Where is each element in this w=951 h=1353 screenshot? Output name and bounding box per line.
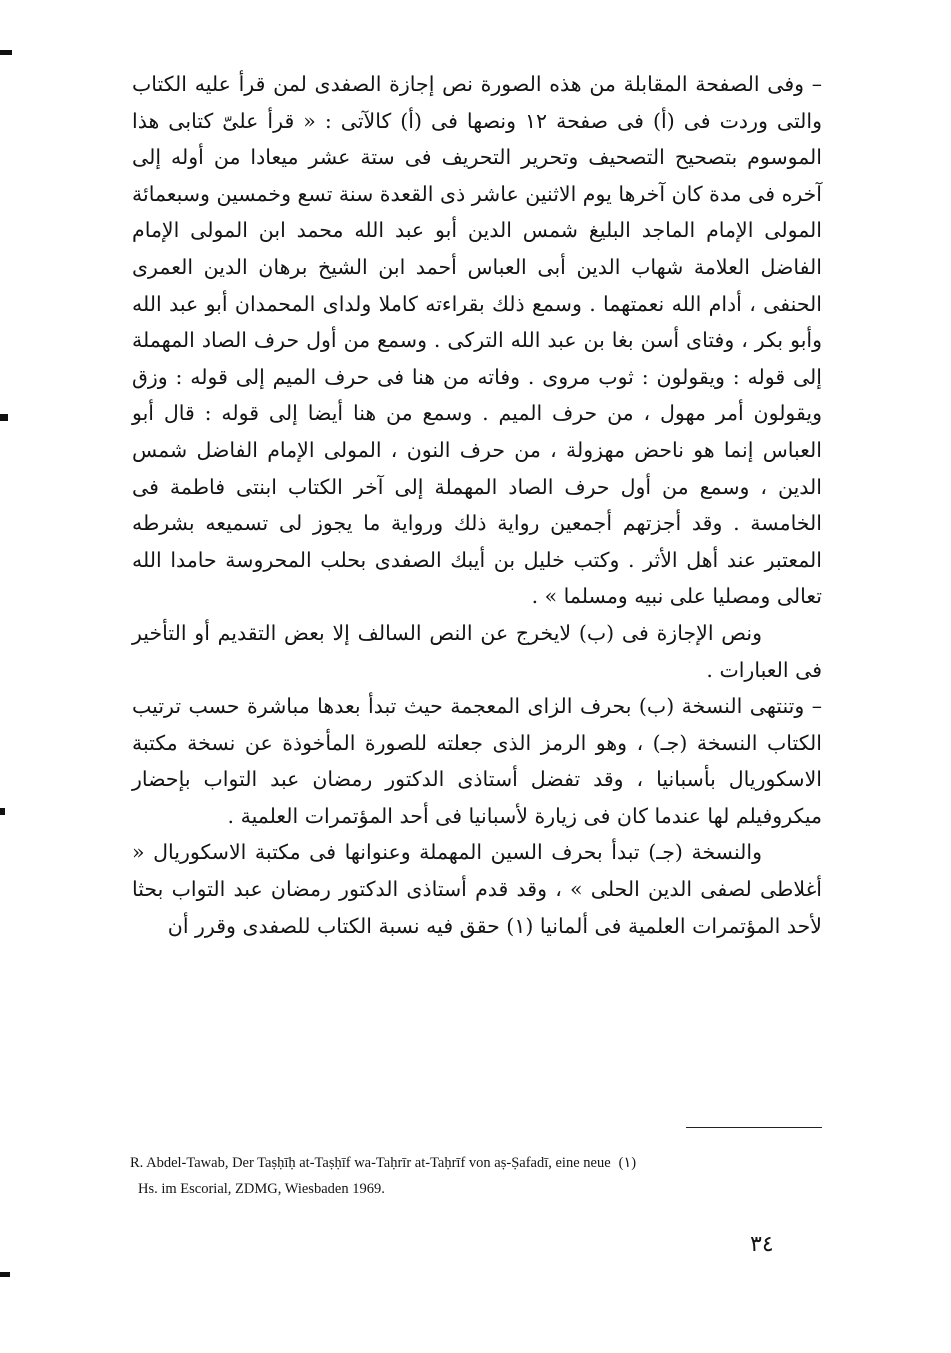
footnote — [130, 1150, 830, 1202]
paragraph-manuscript-b-end: – وتنتهى النسخة (ب) بحرف الزاى المعجمة حيث تبدأ بعدها مباشرة حسب ترتيب الكتاب النسخة (جـ) ، وهو الرمز الذى جعلته للصورة المأخوذة عن نسخة مكتبة الاسكوريال بأسبانيا ، وقد تفضل أستاذى الدكتور رمضان عبد التواب بإحضار ميكروفيلم لها عندما كان فى زيارة لأسبانيا فى أحد المؤتمرات العلمية . — [132, 694, 822, 828]
footnote-text-line-1: R. Abdel-Tawab, Der Taṣḥīḥ at-Taṣḥīf wa-Taḥrīr at-Taḥrīf von aṣ-Ṣafadī, eine neue — [130, 1155, 611, 1171]
paragraph-manuscript-c: والنسخة (جـ) تبدأ بحرف السين المهملة وعنوانها فى مكتبة الاسكوريال « أغلاطى لصفى الدين الحلى » ، وقد قدم أستاذى الدكتور رمضان عبد التواب بحثا لأحد المؤتمرات العلمية فى ألمانيا (١) حقق فيه نسبة الكتاب للصفدى وقرر أن — [132, 840, 822, 938]
body-text — [132, 66, 822, 944]
footnote-text-line-2: Hs. im Escorial, ZDMG, Wiesbaden 1969. — [138, 1181, 385, 1197]
scan-edge-mark — [0, 50, 12, 55]
scan-edge-mark — [0, 808, 5, 815]
footnote-marker: (١) — [618, 1155, 637, 1171]
scan-edge-mark — [0, 1272, 10, 1277]
page-number: ٣٤ — [750, 1232, 774, 1257]
footnote-divider — [686, 1127, 822, 1128]
paragraph-ijaza-safadi: – وفى الصفحة المقابلة من هذه الصورة نص إجازة الصفدى لمن قرأ عليه الكتاب والتى وردت فى (أ) فى صفحة ١٢ ونصها فى (أ) كالآتى : « قرأ علىّ كتابى هذا الموسوم بتصحيح التصحيف وتحرير التحريف فى ستة عشر ميعادا من أوله إلى آخره فى مدة كان آخرها يوم الاثنين عاشر ذى القعدة سنة تسع وخمسين وسبعمائة المولى الإمام الماجد البليغ شمس الدين أبو عبد الله محمد ابن المولى الإمام الفاضل العلامة شهاب الدين أبى العباس أحمد ابن الشيخ برهان الدين العمرى الحنفى ، أدام الله نعمتهما . وسمع ذلك بقراءته كاملا ولداى المحمدان أبو عبد الله وأبو بكر ، وفتاى أسن بغا بن عبد الله التركى . وسمع من أول حرف الصاد المهملة إلى قوله : ويقولون : ثوب مروى . وفاته من هنا فى حرف الميم إلى قوله : وزق ويقولون أمر مهول ، من حرف الميم . وسمع من هنا أيضا إلى قوله : قال أبو العباس إنما هو ناحض مهزولة ، من حرف النون ، المولى الإمام الفاضل شمس الدين ، وسمع من أول حرف الصاد المهملة إلى آخر الكتاب ابنتى فاطمة فى الخامسة . وقد أجزتهم أجمعين رواية ذلك ورواية ما يجوز لى تسميعه بشرطه المعتبر عند أهل الأثر . وكتب خليل بن أيبك الصفدى بحلب المحروسة حامدا الله تعالى ومصليا على نبيه ومسلما » . — [132, 72, 823, 609]
scan-edge-mark — [0, 414, 8, 421]
paragraph-ijaza-b: ونص الإجازة فى (ب) لايخرج عن النص السالف إلا بعض التقديم أو التأخير فى العبارات . — [132, 620, 822, 682]
